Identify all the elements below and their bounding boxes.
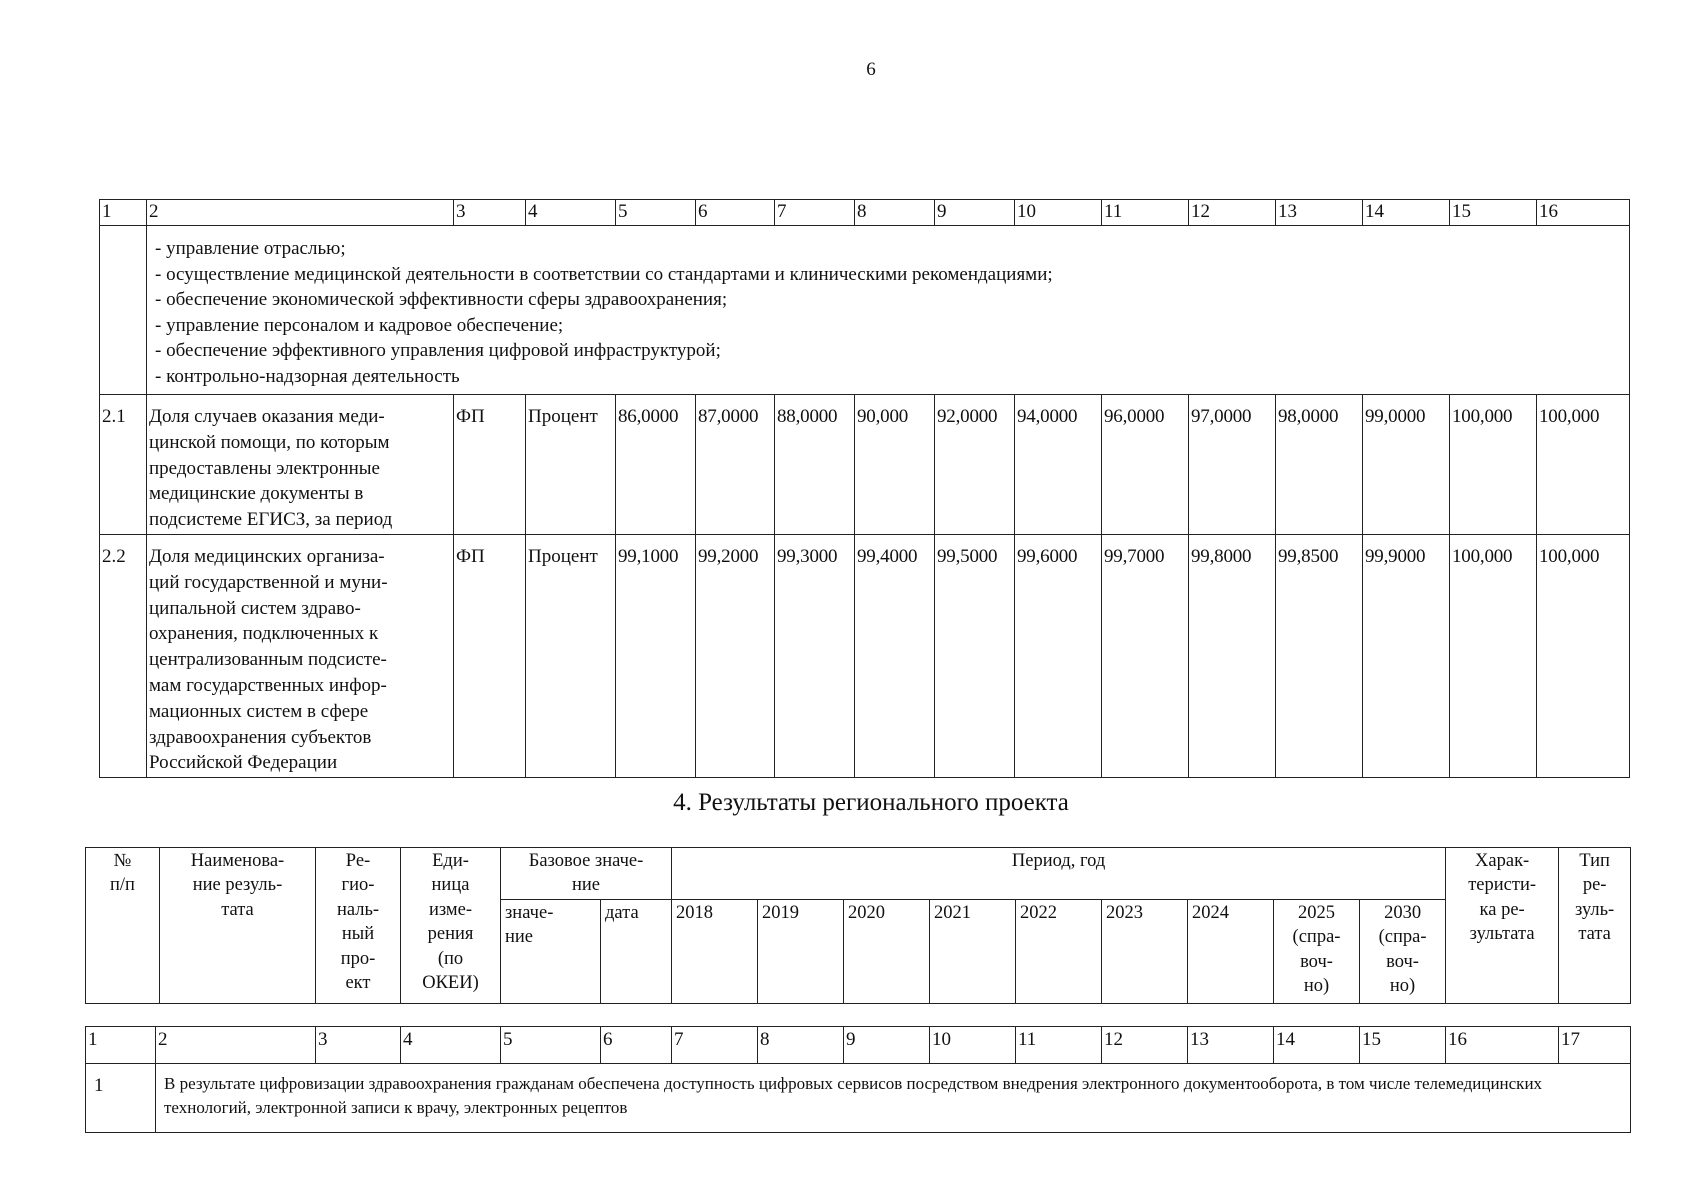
text-line: Ре- xyxy=(345,851,371,871)
text-line: централизованным подсисте- xyxy=(149,649,387,671)
text-line: значе- xyxy=(505,903,554,923)
text-line: ние резуль- xyxy=(192,875,283,896)
text-line: рения xyxy=(427,924,474,945)
text-line: ный xyxy=(341,924,375,945)
year-label: 2024 xyxy=(1188,900,1274,1004)
column-number: 6 xyxy=(601,1027,672,1064)
result-type-label xyxy=(1559,848,1631,1004)
column-number: 7 xyxy=(672,1027,758,1064)
base-date-label: дата xyxy=(601,900,672,1004)
column-number: 1 xyxy=(100,200,147,226)
text-line: тата xyxy=(221,899,254,920)
section-title: 4. Результаты регионального проекта xyxy=(673,789,1069,816)
indicator-value: 94,0000 xyxy=(1015,395,1102,535)
text-line: зуль- xyxy=(1575,899,1615,920)
column-number: 10 xyxy=(1015,200,1102,226)
text-line: Доля медицинских организа- xyxy=(149,545,385,567)
text-line: воч- xyxy=(1300,951,1333,972)
indicator-value: 87,0000 xyxy=(696,395,775,535)
num-label xyxy=(86,848,160,1004)
indicator-value: 97,0000 xyxy=(1189,395,1276,535)
indicator-value: 99,4000 xyxy=(855,534,935,777)
column-number: 7 xyxy=(775,200,855,226)
column-number: 4 xyxy=(526,200,616,226)
text-line: (спра- xyxy=(1378,927,1427,948)
reference-year-label xyxy=(1360,900,1446,1004)
year-label: 2021 xyxy=(930,900,1016,1004)
year-label: 2022 xyxy=(1016,900,1102,1004)
direction-item: - осуществление медицинской деятельности в соответствии со стандартами и клиническими рекомендациями; xyxy=(155,263,1053,285)
column-number: 10 xyxy=(930,1027,1016,1064)
result-name-label xyxy=(160,848,316,1004)
indicator-value: 92,0000 xyxy=(935,395,1015,535)
indicator-value: 99,7000 xyxy=(1102,534,1189,777)
text-line: изме- xyxy=(428,899,473,920)
indicator-value: 99,8500 xyxy=(1276,534,1363,777)
indicator-value: 90,000 xyxy=(855,395,935,535)
text-line: охранения, подключенных к xyxy=(149,623,379,645)
indicator-value: 99,0000 xyxy=(1363,395,1450,535)
indicator-row xyxy=(100,534,1630,777)
text-line: но) xyxy=(1303,976,1330,997)
results-header-table xyxy=(85,847,1631,1004)
text-line: Базовое значе- xyxy=(528,851,644,871)
indicator-name xyxy=(147,395,454,535)
column-number: 3 xyxy=(454,200,526,226)
empty-cell xyxy=(100,226,147,395)
column-number: 5 xyxy=(616,200,696,226)
results-table xyxy=(85,1026,1631,1133)
column-number: 15 xyxy=(1450,200,1537,226)
column-number: 13 xyxy=(1188,1027,1274,1064)
text-line: здравоохранения субъектов xyxy=(149,726,372,748)
column-number: 17 xyxy=(1559,1027,1631,1064)
indicator-value: 100,000 xyxy=(1450,534,1537,777)
year-label: 2023 xyxy=(1102,900,1188,1004)
page-number: 6 xyxy=(866,59,876,80)
column-number: 4 xyxy=(401,1027,501,1064)
results-header-row xyxy=(86,1027,1631,1064)
text-line: ОКЕИ) xyxy=(422,973,479,994)
reference-year-label xyxy=(1274,900,1360,1004)
indicator-value: 99,8000 xyxy=(1189,534,1276,777)
indicators-table xyxy=(99,199,1630,778)
column-number: 5 xyxy=(501,1027,601,1064)
indicator-value: 96,0000 xyxy=(1102,395,1189,535)
indicator-unit: Процент xyxy=(526,395,616,535)
column-number: 2 xyxy=(156,1027,316,1064)
direction-item: - обеспечение экономической эффективности сферы здравоохранения; xyxy=(155,289,728,310)
num-label-lines xyxy=(110,851,135,895)
text-line: ций государственной и муни- xyxy=(149,571,388,593)
text-line: Доля случаев оказания меди- xyxy=(149,406,385,427)
column-number: 12 xyxy=(1189,200,1276,226)
text-line: Наименова- xyxy=(190,851,285,871)
text-line: про- xyxy=(340,948,376,969)
text-line: ние xyxy=(571,875,600,896)
text-line: Еди- xyxy=(432,851,469,871)
text-line: ние xyxy=(505,927,534,948)
text-line: теристи- xyxy=(1468,875,1537,896)
text-line: зультата xyxy=(1469,924,1535,945)
column-number: 8 xyxy=(855,200,935,226)
result-description: В результате цифровизации здравоохранения гражданам обеспечена доступность цифровых сервисов посредством внедрения электронного документооборота, в том числе телемедицинских технологий, электронной записи к врачу, электронных рецептов xyxy=(156,1064,1631,1133)
text-line: воч- xyxy=(1386,951,1419,972)
year-label: 2019 xyxy=(758,900,844,1004)
indicator-name xyxy=(147,534,454,777)
indicator-value: 100,000 xyxy=(1450,395,1537,535)
column-number: 3 xyxy=(316,1027,401,1064)
text-line: п/п xyxy=(110,875,135,896)
result-number: 1 xyxy=(86,1064,156,1133)
year-label: 2018 xyxy=(672,900,758,1004)
indicator-value: 99,6000 xyxy=(1015,534,1102,777)
text-line: ципальной систем здраво- xyxy=(149,597,361,619)
column-number: 11 xyxy=(1016,1027,1102,1064)
indicator-value: 100,000 xyxy=(1537,395,1630,535)
column-number: 12 xyxy=(1102,1027,1188,1064)
column-number: 14 xyxy=(1363,200,1450,226)
text-line: № xyxy=(113,851,132,871)
column-number: 15 xyxy=(1360,1027,1446,1064)
text-line: ект xyxy=(345,973,371,994)
text-line: мационных систем в сфере xyxy=(149,700,369,722)
indicator-type: ФП xyxy=(454,395,526,535)
text-line: медицинские документы в xyxy=(149,483,364,505)
column-number: 1 xyxy=(86,1027,156,1064)
direction-item: - управление персоналом и кадровое обеспечение; xyxy=(155,314,564,336)
indicator-unit: Процент xyxy=(526,534,616,777)
directions-list xyxy=(147,226,1630,395)
text-line: но) xyxy=(1389,976,1416,997)
text-line: Тип xyxy=(1579,851,1610,871)
indicators-text-row xyxy=(100,226,1630,395)
year-label: 2020 xyxy=(844,900,930,1004)
base-value-sub-label xyxy=(501,900,601,1004)
indicator-value: 100,000 xyxy=(1537,534,1630,777)
indicators-header-row xyxy=(100,200,1630,226)
column-number: 2 xyxy=(147,200,454,226)
indicator-value: 86,0000 xyxy=(616,395,696,535)
text-line: тата xyxy=(1578,924,1611,945)
text-line: ре- xyxy=(1582,875,1607,896)
text-line: (спра- xyxy=(1292,927,1341,948)
indicator-value: 98,0000 xyxy=(1276,395,1363,535)
indicator-number: 2.1 xyxy=(100,395,147,535)
indicator-type: ФП xyxy=(454,534,526,777)
column-number: 14 xyxy=(1274,1027,1360,1064)
text-line: цинской помощи, по которым xyxy=(149,431,390,453)
direction-item: - управление отраслью; xyxy=(155,238,346,259)
indicator-value: 99,3000 xyxy=(775,534,855,777)
text-line: ка ре- xyxy=(1479,899,1525,920)
text-line: Харак- xyxy=(1475,851,1530,871)
column-number: 9 xyxy=(935,200,1015,226)
indicator-row xyxy=(100,395,1630,535)
text-line: (по xyxy=(437,948,464,969)
indicator-value: 99,2000 xyxy=(696,534,775,777)
text-line: ница xyxy=(431,875,470,896)
text-line: 2030 xyxy=(1384,903,1422,923)
text-line: гио- xyxy=(341,875,375,896)
indicator-value: 99,1000 xyxy=(616,534,696,777)
column-number: 9 xyxy=(844,1027,930,1064)
text-line: 2025 xyxy=(1298,903,1335,923)
period-label: Период, год xyxy=(672,848,1446,900)
column-number: 13 xyxy=(1276,200,1363,226)
text-line: Российской Федерации xyxy=(149,752,338,774)
text-line: предоставлены электронные xyxy=(149,457,380,479)
column-number: 11 xyxy=(1102,200,1189,226)
indicator-value: 99,5000 xyxy=(935,534,1015,777)
result-characteristic-label xyxy=(1446,848,1559,1004)
text-line: мам государственных инфор- xyxy=(149,674,387,696)
direction-item: - обеспечение эффективного управления цифровой инфраструктурой; xyxy=(155,340,721,361)
text-line: наль- xyxy=(336,899,380,920)
column-number: 16 xyxy=(1537,200,1630,226)
text-line: подсистеме ЕГИСЗ, за период xyxy=(149,509,393,531)
column-number: 8 xyxy=(758,1027,844,1064)
indicator-value: 99,9000 xyxy=(1363,534,1450,777)
unit-label xyxy=(401,848,501,1004)
direction-item: - контрольно-надзорная деятельность xyxy=(155,365,460,387)
column-number: 6 xyxy=(696,200,775,226)
indicator-value: 88,0000 xyxy=(775,395,855,535)
regional-project-label xyxy=(316,848,401,1004)
indicator-number: 2.2 xyxy=(100,534,147,777)
column-number: 16 xyxy=(1446,1027,1559,1064)
base-value-label xyxy=(501,848,672,900)
